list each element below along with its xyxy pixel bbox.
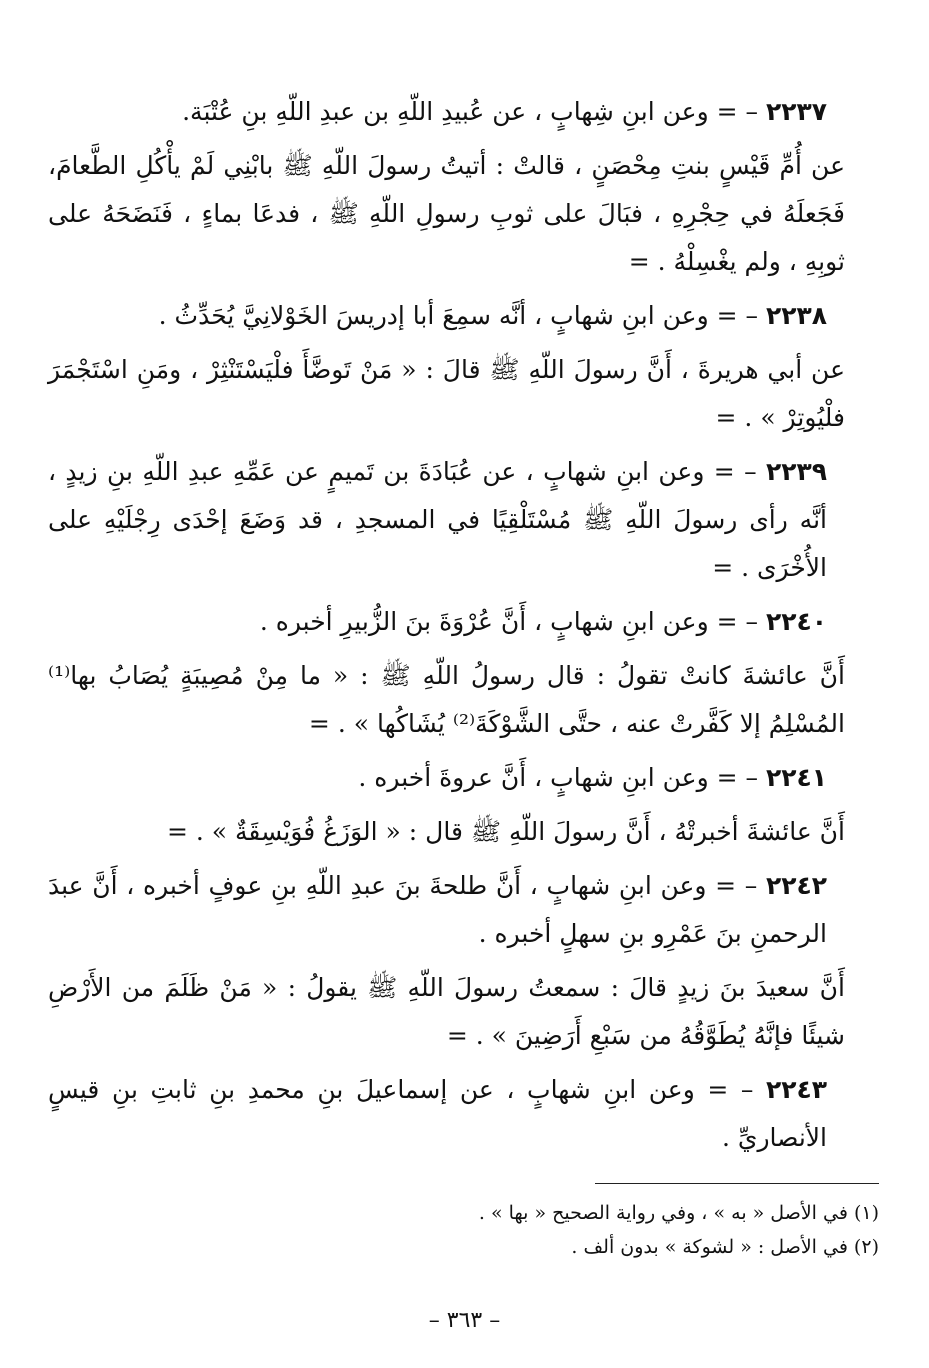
hadith-2237-matn: عن أُمِّ قَيْسٍ بنتِ مِحْصَنٍ ، قالتْ : أتيتُ رسولَ اللّهِ ﷺ بابْنِي لَمْ يأْكُلِ الطَّعامَ، فَجَعلَهُ في حِجْرِهِ ، فبَالَ على ثوبِ رسولِ اللّهِ ﷺ ، فدعَا بماءٍ ، فَنَضَحَهُ على ثوبِهِ ، ولم يغْسِلْهُ . = (48, 151, 845, 276)
footnote-2: (٢) في الأصل : « لشوكة » بدون ألف . (571, 1236, 879, 1258)
hadith-number: ٢٢٤٢ (765, 871, 828, 900)
isnad-text: – = وعن ابنِ شهابٍ ، أَنَّ عروةَ أخبره . (358, 763, 758, 792)
hadith-number: ٢٢٣٩ (765, 457, 827, 486)
hadith-2240-matn: أَنَّ عائشةَ كانتْ تقولُ : قال رسولُ اللّهِ ﷺ : « ما مِنْ مُصِيبَةٍ يُصَابُ بها⁽¹⁾ المُسْلِمُ إلا كَفَّرتْ عنه ، حتَّى الشَّوْكَةَ⁽²⁾ يُشَاكُها » . = (48, 661, 845, 738)
hadith-2241-matn: أَنَّ عائشةَ أخبرتْهُ ، أَنَّ رسولَ اللّهِ ﷺ قال : « الوَزَغُ فُوَيْسِقَةٌ » . = (166, 817, 845, 846)
isnad-text: – = وعن ابنِ شهابٍ ، أنَّه سمِعَ أبا إدريسَ الخَوْلانِيَّ يُحَدِّثُ . (158, 301, 758, 330)
page-number: – ٣٦٣ – (428, 1308, 501, 1333)
isnad-text: – = وعن ابنِ شهابٍ ، أَنَّ عُرْوَةَ بنَ الزُّبيرِ أخبره . (259, 607, 758, 636)
hadith-2242-isnad (48, 862, 879, 958)
hadith-number: ٢٢٤١ (765, 763, 827, 792)
hadith-2243-isnad (48, 1066, 879, 1162)
footnote-divider (595, 1183, 879, 1184)
isnad-text: – = وعن ابنِ شِهابٍ ، عن عُبيدِ اللّهِ بن عبدِ اللّهِ بنِ عُتْبَة. (182, 97, 758, 126)
page-body (48, 88, 879, 1162)
hadith-number: ٢٢٤٠ (765, 607, 827, 636)
hadith-2239-isnad (48, 448, 879, 592)
footnote-1: (١) في الأصل « به » ، وفي رواية الصحيح « بها » . (478, 1202, 879, 1224)
isnad-text: – = وعن ابنِ شهابٍ ، أَنَّ طلحةَ بنَ عبدِ اللّهِ بنِ عوفٍ أخبره ، أَنَّ عبدَ الرحمنِ بنَ عَمْرِو بنِ سهلٍ أخبره . (48, 871, 827, 948)
hadith-2238-matn: عن أبي هريرةَ ، أَنَّ رسولَ اللّهِ ﷺ قالَ : « مَنْ تَوضَّأَ فلْيَسْتَنْثِرْ ، ومَنِ اسْتَجْمَرَ فلْيُوتِرْ » . = (48, 355, 845, 432)
isnad-text: – = وعن ابنِ شهابٍ ، عن عُبَادَةَ بن تَميمٍ عن عَمِّهِ عبدِ اللّهِ بنِ زيدٍ ، أنَّه رأى رسولَ اللّهِ ﷺ مُسْتَلْقِيًا في المسجدِ ، قد وَضَعَ إحْدَى رِجْلَيْهِ على الأُخْرَى . = (48, 457, 827, 582)
hadith-2242-matn: أَنَّ سعيدَ بنَ زيدٍ قالَ : سمعتُ رسولَ اللّهِ ﷺ يقولُ : « مَنْ ظَلَمَ من الأَرْضِ شيئًا فإنَّهُ يُطَوَّقُهُ من سَبْعِ أَرَضِينَ » . = (48, 973, 845, 1050)
hadith-number: ٢٢٤٣ (765, 1075, 827, 1104)
isnad-text: – = وعن ابنِ شهابٍ ، عن إسماعيلَ بنِ محمدِ بنِ ثابتِ بنِ قيسٍ الأنصاريِّ . (48, 1075, 827, 1152)
hadith-2240-isnad (48, 598, 879, 646)
hadith-2237-isnad (48, 88, 879, 136)
hadith-2241-isnad (48, 754, 879, 802)
hadith-number: ٢٢٣٨ (765, 301, 827, 330)
hadith-2238-isnad (48, 292, 879, 340)
hadith-number: ٢٢٣٧ (765, 97, 827, 126)
footnotes (48, 1196, 879, 1264)
